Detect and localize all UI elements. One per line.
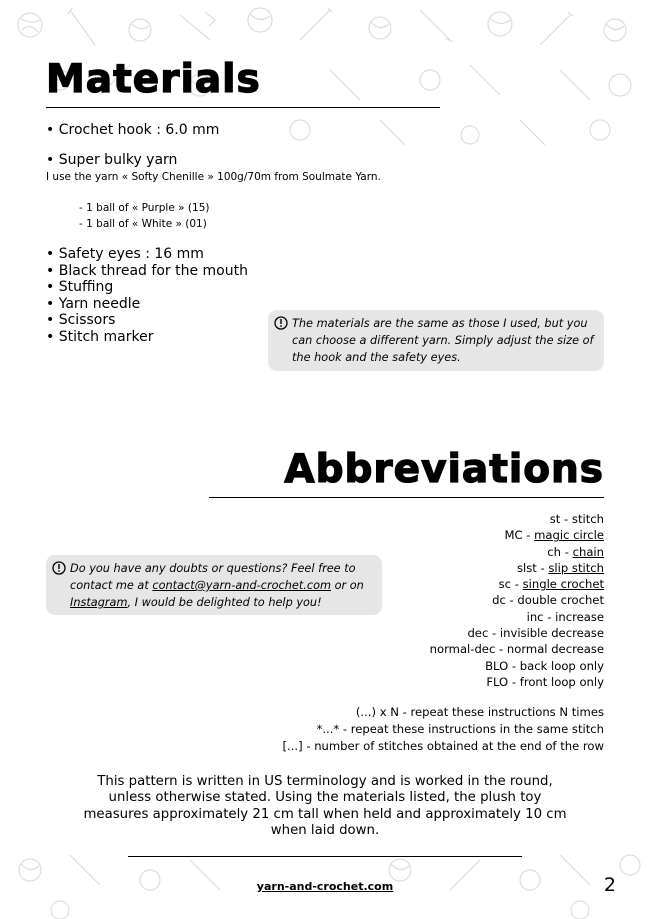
footer-website	[0, 880, 650, 893]
page-number: 2	[603, 874, 616, 896]
abbreviation-row: FLO - front loop only	[486, 674, 604, 689]
notation-item: *...* - repeat these instructions in the same stitch	[316, 721, 604, 736]
materials-item: • Stitch marker	[46, 329, 248, 346]
abbreviation-row: dc - double crochet	[492, 593, 604, 608]
materials-item: • Crochet hook : 6.0 mm	[46, 122, 219, 139]
slip-stitch-link[interactable]: slip stitch	[548, 560, 604, 575]
abbreviation-row: dec - invisible decrease	[467, 626, 604, 641]
yarn-ball-item: - 1 ball of « Purple » (15)	[79, 200, 209, 216]
instagram-link[interactable]: Instagram	[70, 596, 128, 609]
materials-item: • Stuffing	[46, 279, 248, 296]
info-icon	[52, 561, 66, 575]
abbreviation-row: ch - chain	[547, 544, 604, 559]
abbreviations-title-rule	[209, 497, 604, 498]
materials-title-rule	[46, 107, 440, 108]
materials-list-bottom	[46, 246, 248, 345]
yarn-ball-item: - 1 ball of « White » (01)	[79, 216, 209, 232]
materials-item: • Yarn needle	[46, 296, 248, 313]
abbreviation-row: MC - magic circle	[504, 528, 604, 543]
notation-item: (...) x N - repeat these instructions N times	[355, 705, 604, 719]
materials-title: Materials	[46, 57, 261, 102]
abbreviation-row: sc - single crochet	[498, 577, 604, 592]
yarn-note: I use the yarn « Softy Chenille » 100g/70m from Soulmate Yarn.	[46, 171, 381, 183]
contact-text: Do you have any doubts or questions? Feel free to contact me at	[70, 562, 356, 592]
materials-item: • Scissors	[46, 312, 248, 329]
single-crochet-link[interactable]: single crochet	[522, 577, 604, 592]
magic-circle-link[interactable]: magic circle	[534, 528, 604, 543]
pattern-summary: This pattern is written in US terminology and is worked in the round, unless otherwise stated. Using the materials listed, the plush toy measures approximately 21 cm tall when held and approximately 10 cm when laid down.	[83, 774, 567, 839]
info-icon	[274, 316, 288, 330]
materials-callout-text: The materials are the same as those I used, but you can choose a different yarn. Simply adjust the size of the hook and the safety eyes.	[292, 317, 594, 364]
materials-item: • Safety eyes : 16 mm	[46, 246, 248, 263]
materials-list-top	[46, 122, 219, 168]
footer-rule	[128, 856, 522, 857]
yarn-balls-list	[79, 200, 209, 232]
chain-link[interactable]: chain	[572, 544, 604, 559]
contact-text: or on	[331, 579, 364, 592]
materials-item: • Super bulky yarn	[46, 152, 219, 169]
abbreviation-row: inc - increase	[526, 609, 604, 624]
abbreviation-row: BLO - back loop only	[485, 658, 604, 673]
abbreviation-row: normal-dec - normal decrease	[429, 642, 604, 657]
abbreviations-list	[430, 511, 604, 690]
abbreviation-row: st - stitch	[549, 512, 604, 526]
contact-text: , I would be delighted to help you!	[127, 596, 322, 609]
materials-item: • Black thread for the mouth	[46, 263, 248, 280]
contact-info-callout	[46, 555, 382, 615]
website-link[interactable]: yarn-and-crochet.com	[256, 880, 394, 893]
abbreviations-title: Abbreviations	[284, 447, 604, 492]
materials-info-callout	[268, 310, 604, 371]
email-link[interactable]: contact@yarn-and-crochet.com	[152, 579, 331, 592]
notation-item: [...] - number of stitches obtained at the end of the row	[282, 738, 604, 753]
abbreviation-row: slst - slip stitch	[516, 560, 604, 575]
notation-list	[283, 704, 604, 754]
